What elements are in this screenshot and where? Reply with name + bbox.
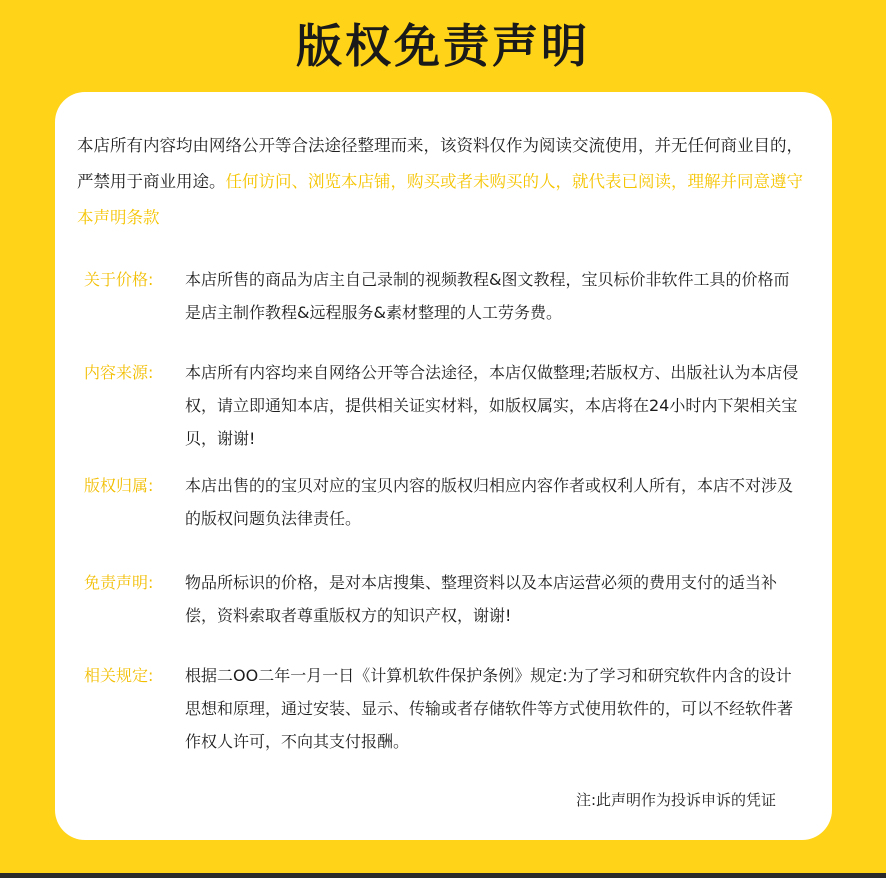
section-label: 免责声明: <box>84 573 154 592</box>
footnote: 注:此声明作为投诉申诉的凭证 <box>575 791 776 809</box>
section-label: 版权归属: <box>84 476 154 495</box>
page-title: 版权免责声明 <box>296 19 590 73</box>
bottom-divider <box>0 873 886 878</box>
section-body: 本店所有内容均来自网络公开等合法途径，本店仅做整理;若版权方、出版社认为本店侵权，请立即通知本店，提供相关证实材料，如版权属实，本店将在24小时内下架相关宝贝，谢谢! <box>185 363 799 448</box>
section-label: 内容来源: <box>84 363 154 382</box>
section-body: 本店出售的的宝贝对应的宝贝内容的版权归相应内容作者或权利人所有，本店不对涉及的版权问题负法律责任。 <box>185 476 794 528</box>
section-label: 关于价格: <box>84 270 154 289</box>
section-body: 根据二OO二年一月一日《计算机软件保护条例》规定:为了学习和研究软件内含的设计思想和原理，通过安装、显示、传输或者存储软件等方式使用软件的，可以不经软件著作权人许可，不向其支付报酬。 <box>185 666 794 751</box>
section-body: 物品所标识的价格，是对本店搜集、整理资料以及本店运营必须的费用支付的适当补偿，资料索取者尊重版权方的知识产权，谢谢! <box>185 573 778 625</box>
section-body: 本店所售的商品为店主自己录制的视频教程&图文教程，宝贝标价非软件工具的价格而是店主制作教程&远程服务&素材整理的人工劳务费。 <box>185 270 790 322</box>
intro-highlight: 任何访问、浏览本店铺，购买或者未购买的人，就代表已阅读，理解并同意遵守本声明条款 <box>77 172 803 227</box>
section-label: 相关规定: <box>84 666 154 685</box>
disclaimer-card <box>55 92 832 840</box>
intro-text: 本店所有内容均由网络公开等合法途径整理而来，该资料仅作为阅读交流使用，并无任何商业目的，严禁用于商业用途。 <box>77 136 803 191</box>
intro-paragraph <box>77 128 817 236</box>
